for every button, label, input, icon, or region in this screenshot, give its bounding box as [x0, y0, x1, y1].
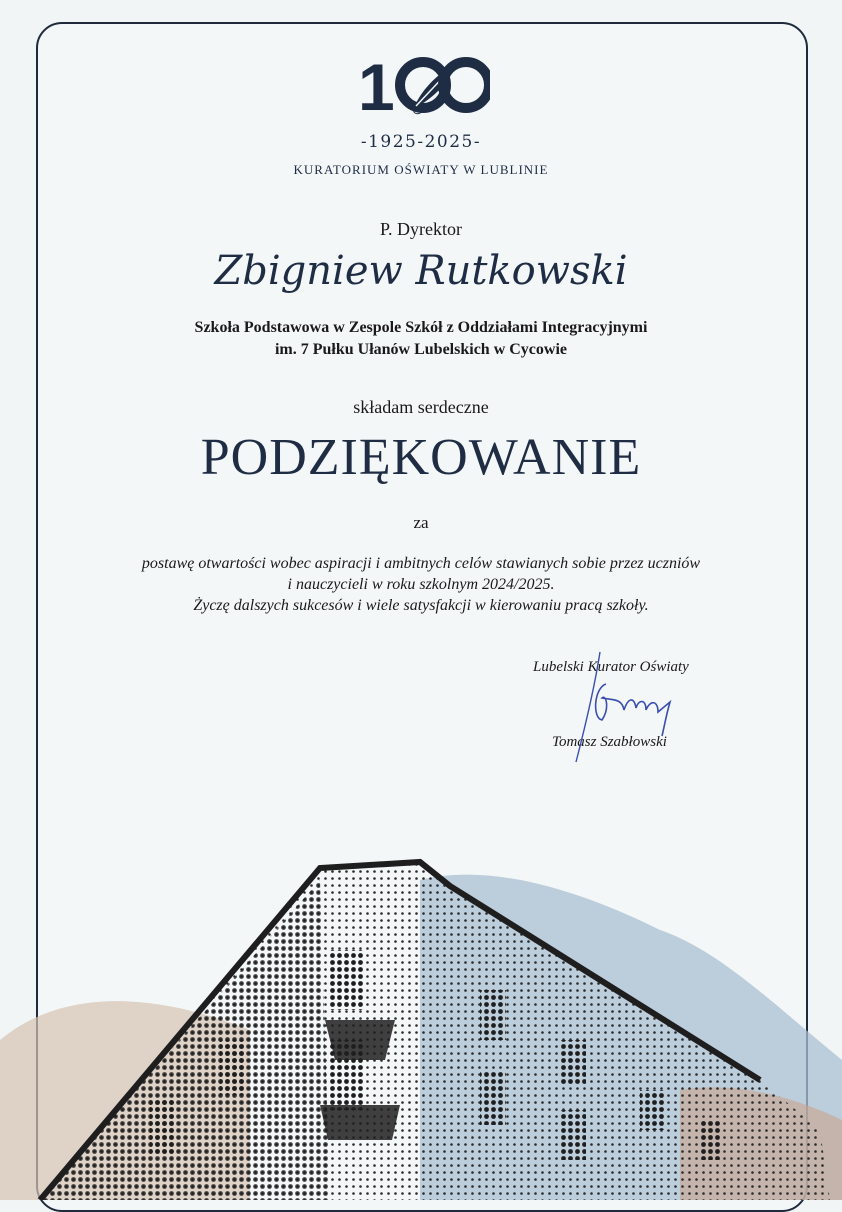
signatory-title: Lubelski Kurator Oświaty: [533, 659, 689, 675]
reason-line-1: postawę otwartości wobec aspiracji i ambitnych celów stawianych sobie przez uczniów: [141, 555, 701, 572]
school-line-1: Szkoła Podstawowa w Zespole Szkół z Oddziałami Integracyjnymi: [194, 319, 648, 336]
building-artwork: [0, 840, 842, 1200]
reason-text: [0, 553, 842, 616]
reason-line-3: Życzę dalszych sukcesów i wiele satysfakcji w kierowaniu pracą szkoły.: [193, 597, 649, 614]
logo-numeral-one: 1: [358, 52, 395, 116]
signatory-name: Tomasz Szabłowski: [552, 734, 667, 750]
recipient-name: Zbigniew Rutkowski: [214, 248, 628, 294]
certificate-headline: PODZIĘKOWANIE: [200, 429, 642, 486]
institution-name: KURATORIUM OŚWIATY W LUBLINIE: [293, 162, 549, 177]
years-label: -1925-2025-: [360, 132, 482, 152]
centenary-logo: [356, 52, 490, 116]
school-name: [0, 317, 842, 361]
handwritten-signature: [566, 648, 686, 766]
for-label: za: [413, 513, 429, 532]
salutation: P. Dyrektor: [380, 219, 462, 239]
intro-phrase: składam serdeczne: [353, 397, 489, 417]
school-line-2: im. 7 Pułku Ułanów Lubelskich w Cycowie: [274, 341, 568, 358]
reason-line-2: i nauczycieli w roku szkolnym 2024/2025.: [287, 576, 555, 593]
